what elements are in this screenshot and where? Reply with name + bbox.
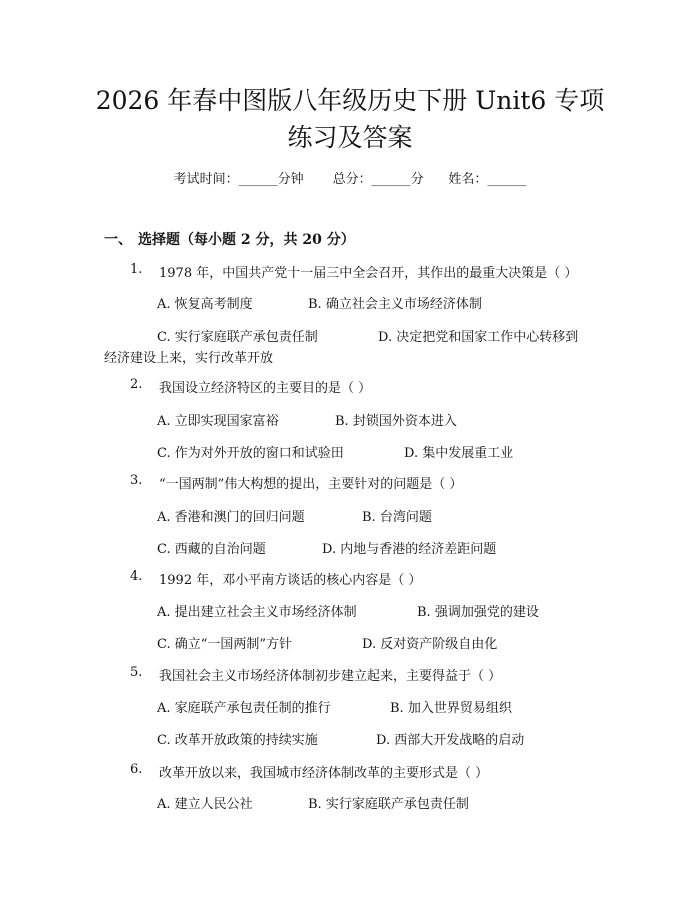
title-line-1: 2026 年春中图版八年级历史下册 Unit6 专项	[95, 86, 605, 115]
q3-option-b[interactable]: B. 台湾问题	[362, 510, 432, 525]
q4-option-b[interactable]: B. 强调加强党的建设	[417, 605, 539, 620]
q3-option-c[interactable]: C. 西藏的自治问题	[157, 542, 266, 557]
page-title	[80, 82, 620, 156]
q3-option-d[interactable]: D. 内地与香港的经济差距问题	[322, 542, 497, 557]
q2-option-a[interactable]: A. 立即实现国家富裕	[157, 414, 279, 429]
q2-option-c[interactable]: C. 作为对外开放的窗口和试验田	[157, 446, 344, 461]
question-number: 6.	[130, 762, 143, 777]
q1-option-d[interactable]: D. 决定把党和国家工作中心转移到	[378, 330, 579, 345]
title-line-2: 练习及答案	[287, 123, 413, 152]
section-heading	[104, 229, 355, 249]
question-number: 5.	[130, 665, 143, 680]
question-text: 我国设立经济特区的主要目的是（ ）	[159, 381, 372, 396]
q5-option-d[interactable]: D. 西部大开发战略的启动	[376, 733, 525, 748]
q6-option-b[interactable]: B. 实行家庭联产承包责任制	[308, 797, 469, 812]
question-text: “一国两制”伟大构想的提出，主要针对的问题是（ ）	[159, 477, 463, 492]
q4-option-c[interactable]: C. 确立“一国两制”方针	[157, 637, 293, 652]
q1-option-b[interactable]: B. 确立社会主义市场经济体制	[308, 297, 482, 312]
question-text: 1978 年，中国共产党十一届三中全会召开，其作出的最重大决策是（ ）	[159, 266, 578, 281]
q6-option-a[interactable]: A. 建立人民公社	[157, 797, 253, 812]
q5-option-c[interactable]: C. 改革开放政策的持续实施	[157, 733, 318, 748]
q4-option-d[interactable]: D. 反对资产阶级自由化	[362, 637, 498, 652]
exam-meta	[0, 168, 700, 187]
section-title: 选择题（每小题 2 分，共 20 分）	[138, 232, 355, 248]
question-text: 我国社会主义市场经济体制初步建立起来，主要得益于（ ）	[159, 669, 502, 684]
exam-time-field: 考试时间：______分钟	[173, 172, 304, 187]
q1-option-a[interactable]: A. 恢复高考制度	[157, 297, 253, 312]
question-text: 改革开放以来，我国城市经济体制改革的主要形式是（ ）	[159, 766, 489, 781]
section-number: 一、	[104, 232, 132, 248]
question-number: 2.	[130, 377, 143, 392]
q4-option-a[interactable]: A. 提出建立社会主义市场经济体制	[157, 605, 357, 620]
q2-option-d[interactable]: D. 集中发展重工业	[404, 446, 514, 461]
question-text: 1992 年，邓小平南方谈话的核心内容是（ ）	[159, 573, 422, 588]
q1-option-d-continued: 经济建设上来，实行改革开放	[104, 351, 274, 366]
student-name-field: 姓名：______	[448, 172, 527, 187]
total-score-field: 总分：______分	[332, 172, 424, 187]
question-number: 3.	[130, 473, 143, 488]
q2-option-b[interactable]: B. 封锁国外资本进入	[335, 414, 457, 429]
q1-option-c[interactable]: C. 实行家庭联产承包责任制	[157, 330, 318, 345]
q3-option-a[interactable]: A. 香港和澳门的回归问题	[157, 510, 305, 525]
q5-option-b[interactable]: B. 加入世界贸易组织	[390, 701, 512, 716]
q5-option-a[interactable]: A. 家庭联产承包责任制的推行	[157, 701, 331, 716]
question-number: 1.	[130, 262, 143, 277]
question-number: 4.	[130, 569, 143, 584]
